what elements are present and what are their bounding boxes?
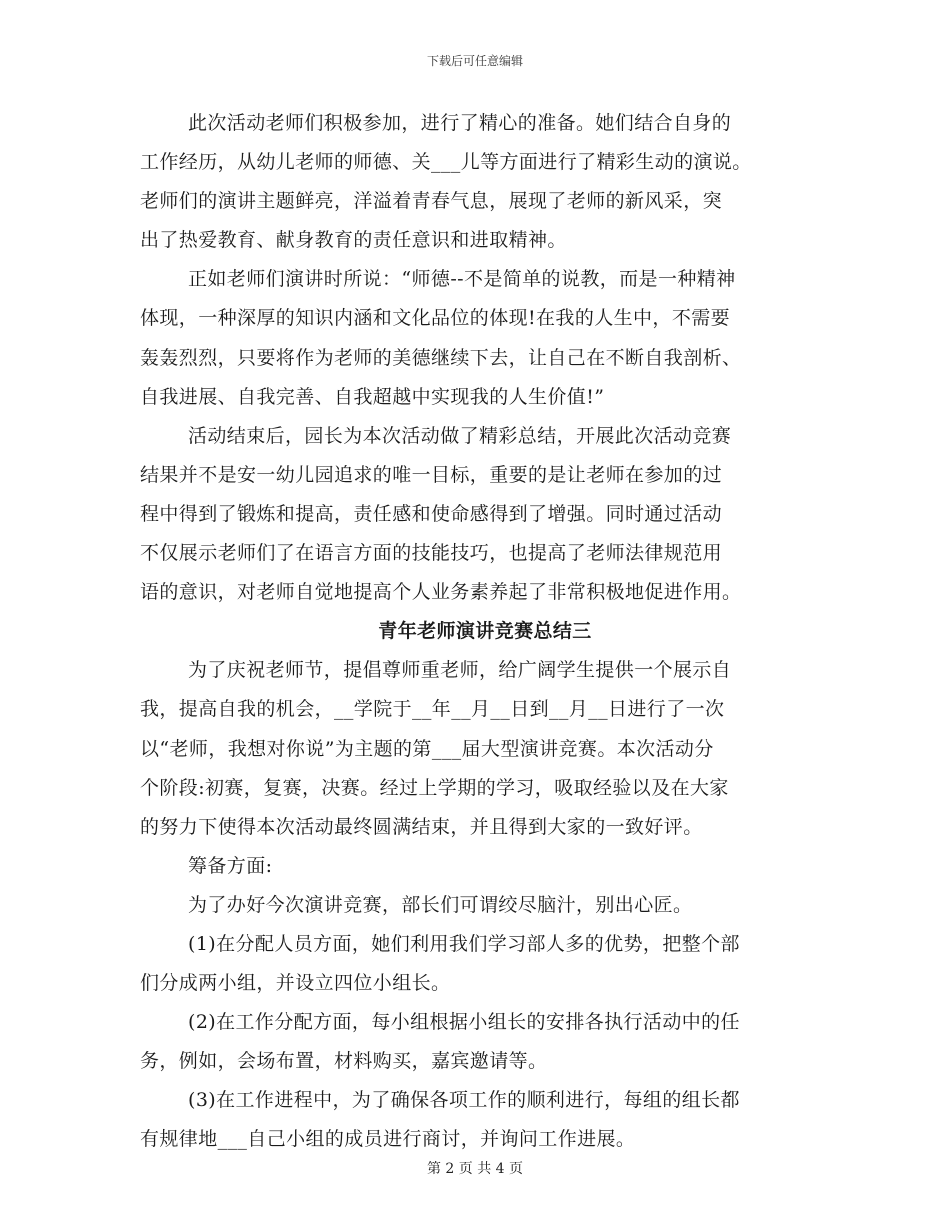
paragraph-line: 体现，一种深厚的知识内涵和文化品位的体现!在我的人生中，不需要 bbox=[140, 307, 731, 330]
page-number-footer: 第 2 页 共 4 页 bbox=[426, 1161, 524, 1177]
paragraph-line: 为了办好今次演讲竞赛，部长们可谓绞尽脑汁，别出心匠。 bbox=[188, 893, 693, 916]
paragraph-line: 以“老师，我想对你说”为主题的第___届大型演讲竞赛。本次活动分 bbox=[140, 737, 714, 760]
paragraph-line: 正如老师们演讲时所说：“师德--不是简单的说教，而是一种精神 bbox=[188, 268, 736, 291]
paragraph-line: 不仅展示老师们了在语言方面的技能技巧，也提高了老师法律规范用 bbox=[140, 542, 723, 565]
paragraph-line: 有规律地___自己小组的成员进行商讨，并询问工作进展。 bbox=[140, 1128, 636, 1151]
paragraph-line: 的努力下使得本次活动最终圆满结束，并且得到大家的一致好评。 bbox=[140, 815, 703, 838]
document-body bbox=[140, 104, 820, 1160]
paragraph-line: 筹备方面: bbox=[188, 854, 273, 877]
paragraph-line: 程中得到了锻炼和提高，责任感和使命感得到了增强。同时通过活动 bbox=[140, 502, 723, 525]
paragraph-line: 我，提高自我的机会，__学院于__年__月__日到__月__日进行了一次 bbox=[140, 698, 725, 721]
paragraph-line: 活动结束后，园长为本次活动做了精彩总结，开展此次活动竞赛 bbox=[188, 424, 732, 447]
paragraph-line: 们分成两小组，并设立四位小组长。 bbox=[140, 972, 451, 995]
paragraph-line: 自我进展、自我完善、自我超越中实现我的人生价值!” bbox=[140, 385, 605, 408]
paragraph-line: 出了热爱教育、献身教育的责任意识和进取精神。 bbox=[140, 229, 567, 252]
section-heading: 青年老师演讲竞赛总结三 bbox=[378, 620, 592, 643]
paragraph-line: 工作经历，从幼儿老师的师德、关___儿等方面进行了精彩生动的演说。 bbox=[140, 151, 752, 174]
paragraph-line: 老师们的演讲主题鲜亮，洋溢着青春气息，展现了老师的新风采，突 bbox=[140, 190, 723, 213]
paragraph-line: (3)在工作进程中，为了确保各项工作的顺利进行，每组的组长都 bbox=[188, 1089, 740, 1112]
paragraph-line: 结果并不是安一幼儿园追求的唯一目标，重要的是让老师在参加的过 bbox=[140, 463, 723, 486]
paragraph-line: 此次活动老师们积极参加，进行了精心的准备。她们结合自身的 bbox=[188, 112, 732, 134]
paragraph-line: 语的意识，对老师自觉地提高个人业务素养起了非常积极地促进作用。 bbox=[140, 581, 742, 604]
paragraph-line: 轰轰烈烈，只要将作为老师的美德继续下去，让自己在不断自我剖析、 bbox=[140, 346, 742, 369]
paragraph-line: (2)在工作分配方面，每小组根据小组长的安排各执行活动中的任 bbox=[188, 1011, 740, 1034]
paragraph-line: 务，例如，会场布置，材料购买，嘉宾邀请等。 bbox=[140, 1050, 548, 1073]
page-header: 下载后可任意编辑 bbox=[426, 54, 523, 68]
paragraph-line: 为了庆祝老师节，提倡尊师重老师，给广阔学生提供一个展示自 bbox=[188, 659, 732, 682]
paragraph-line: (1)在分配人员方面，她们利用我们学习部人多的优势，把整个部 bbox=[188, 932, 740, 955]
paragraph-line: 个阶段:初赛，复赛，决赛。经过上学期的学习，吸取经验以及在大家 bbox=[140, 776, 729, 799]
